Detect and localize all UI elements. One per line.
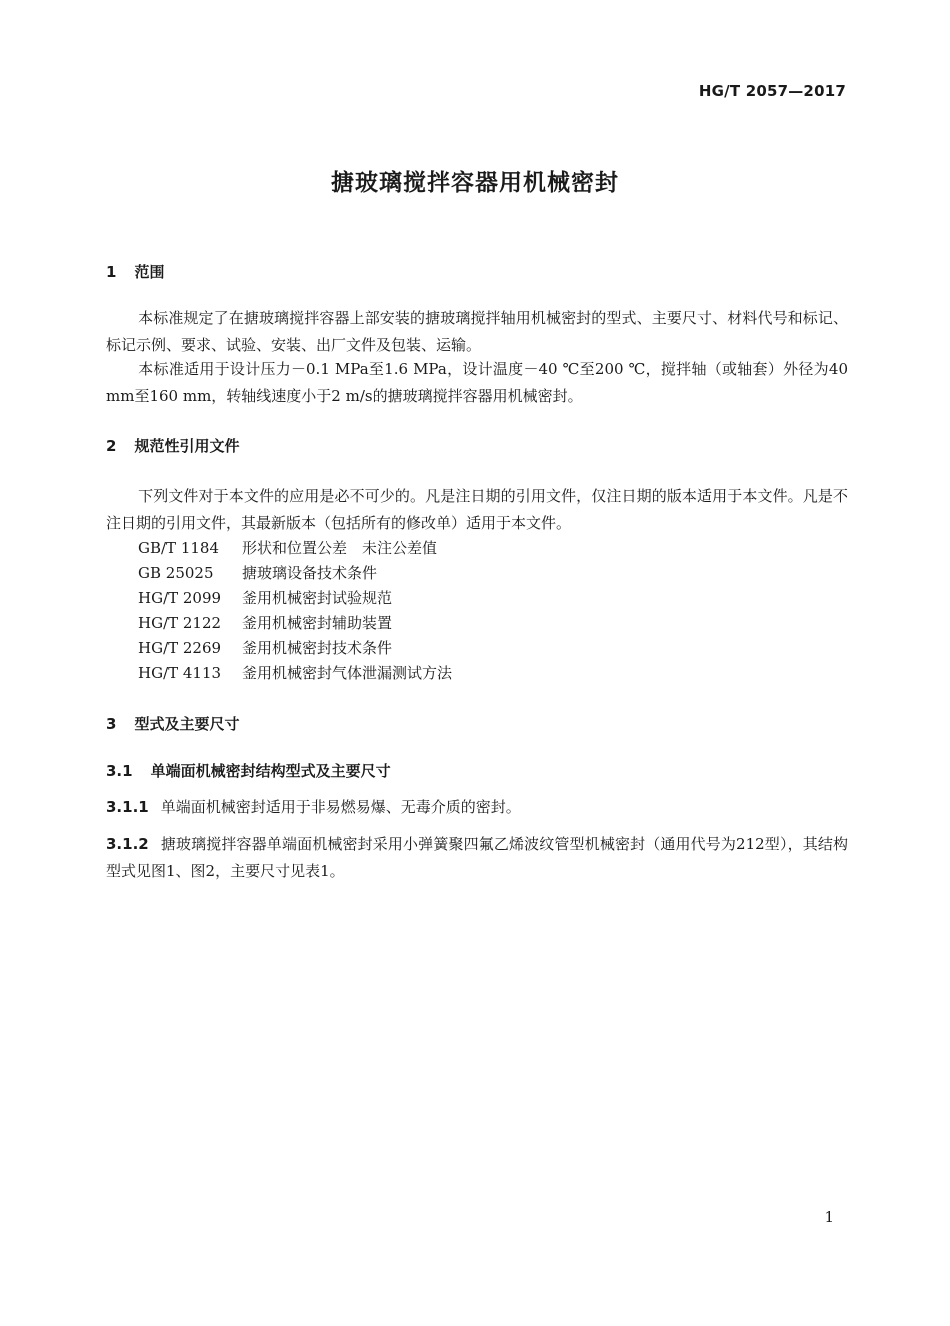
- reference-item: [138, 588, 392, 608]
- reference-code: GB/T 1184: [138, 539, 220, 557]
- reference-code: HG/T 2122: [138, 614, 222, 632]
- scope-paragraph-1: 本标准规定了在搪玻璃搅拌容器上部安装的搪玻璃搅拌轴用机械密封的型式、主要尺寸、材料代号和标记、标记示例、要求、试验、安装、出厂文件及包装、运输。: [106, 309, 848, 354]
- section-number: 3.1: [106, 762, 133, 780]
- clause-3-1-1: [106, 794, 848, 821]
- reference-title: 搪玻璃设备技术条件: [242, 564, 378, 582]
- reference-item: [138, 663, 452, 683]
- section-number: 1: [106, 263, 117, 281]
- page-number: 1: [824, 1208, 834, 1226]
- reference-title: 釜用机械密封气体泄漏测试方法: [242, 664, 453, 682]
- clause-3-1-2: [106, 831, 848, 885]
- clause-number: 3.1.1: [106, 798, 149, 816]
- scope-paragraph-2: 本标准适用于设计压力－0.1 MPa至1.6 MPa，设计温度－40 ℃至200 ℃，搅拌轴（或轴套）外径为40 mm至160 mm，转轴线速度小于2 m/s的搪玻璃搅拌容器用机械密封。: [106, 360, 848, 405]
- reference-item: [138, 538, 437, 558]
- clause-text: 单端面机械密封适用于非易燃易爆、无毒介质的密封。: [160, 798, 521, 816]
- section-3-1-heading: [106, 761, 391, 781]
- reference-code: HG/T 2099: [138, 589, 222, 607]
- reference-code: HG/T 2269: [138, 639, 222, 657]
- reference-code: HG/T 4113: [138, 664, 222, 682]
- section-title: 规范性引用文件: [134, 437, 240, 455]
- references-intro: 下列文件对于本文件的应用是必不可少的。凡是注日期的引用文件，仅注日期的版本适用于本文件。凡是不注日期的引用文件，其最新版本（包括所有的修改单）适用于本文件。: [106, 487, 848, 532]
- clause-number: 3.1.2: [106, 835, 149, 853]
- reference-item: [138, 638, 392, 658]
- section-title: 型式及主要尺寸: [134, 715, 240, 733]
- section-number: 2: [106, 437, 117, 455]
- reference-title: 釜用机械密封技术条件: [242, 639, 393, 657]
- section-title: 范围: [134, 263, 165, 281]
- document-title: 搪玻璃搅拌容器用机械密封: [331, 170, 619, 196]
- section-1-heading: [106, 262, 164, 282]
- reference-title: 釜用机械密封试验规范: [242, 589, 393, 607]
- reference-title: 釜用机械密封辅助装置: [242, 614, 393, 632]
- section-2-heading: [106, 436, 239, 456]
- reference-item: [138, 563, 377, 583]
- standard-code: HG/T 2057—2017: [698, 82, 846, 100]
- section-number: 3: [106, 715, 117, 733]
- reference-code: GB 25025: [138, 564, 214, 582]
- section-title: 单端面机械密封结构型式及主要尺寸: [150, 762, 391, 780]
- reference-item: [138, 613, 392, 633]
- reference-title: 形状和位置公差 未注公差值: [242, 539, 438, 557]
- clause-text: 搪玻璃搅拌容器单端面机械密封采用小弹簧聚四氟乙烯波纹管型机械密封（通用代号为212型），其结构型式见图1、图2，主要尺寸见表1。: [106, 835, 848, 880]
- section-3-heading: [106, 714, 239, 734]
